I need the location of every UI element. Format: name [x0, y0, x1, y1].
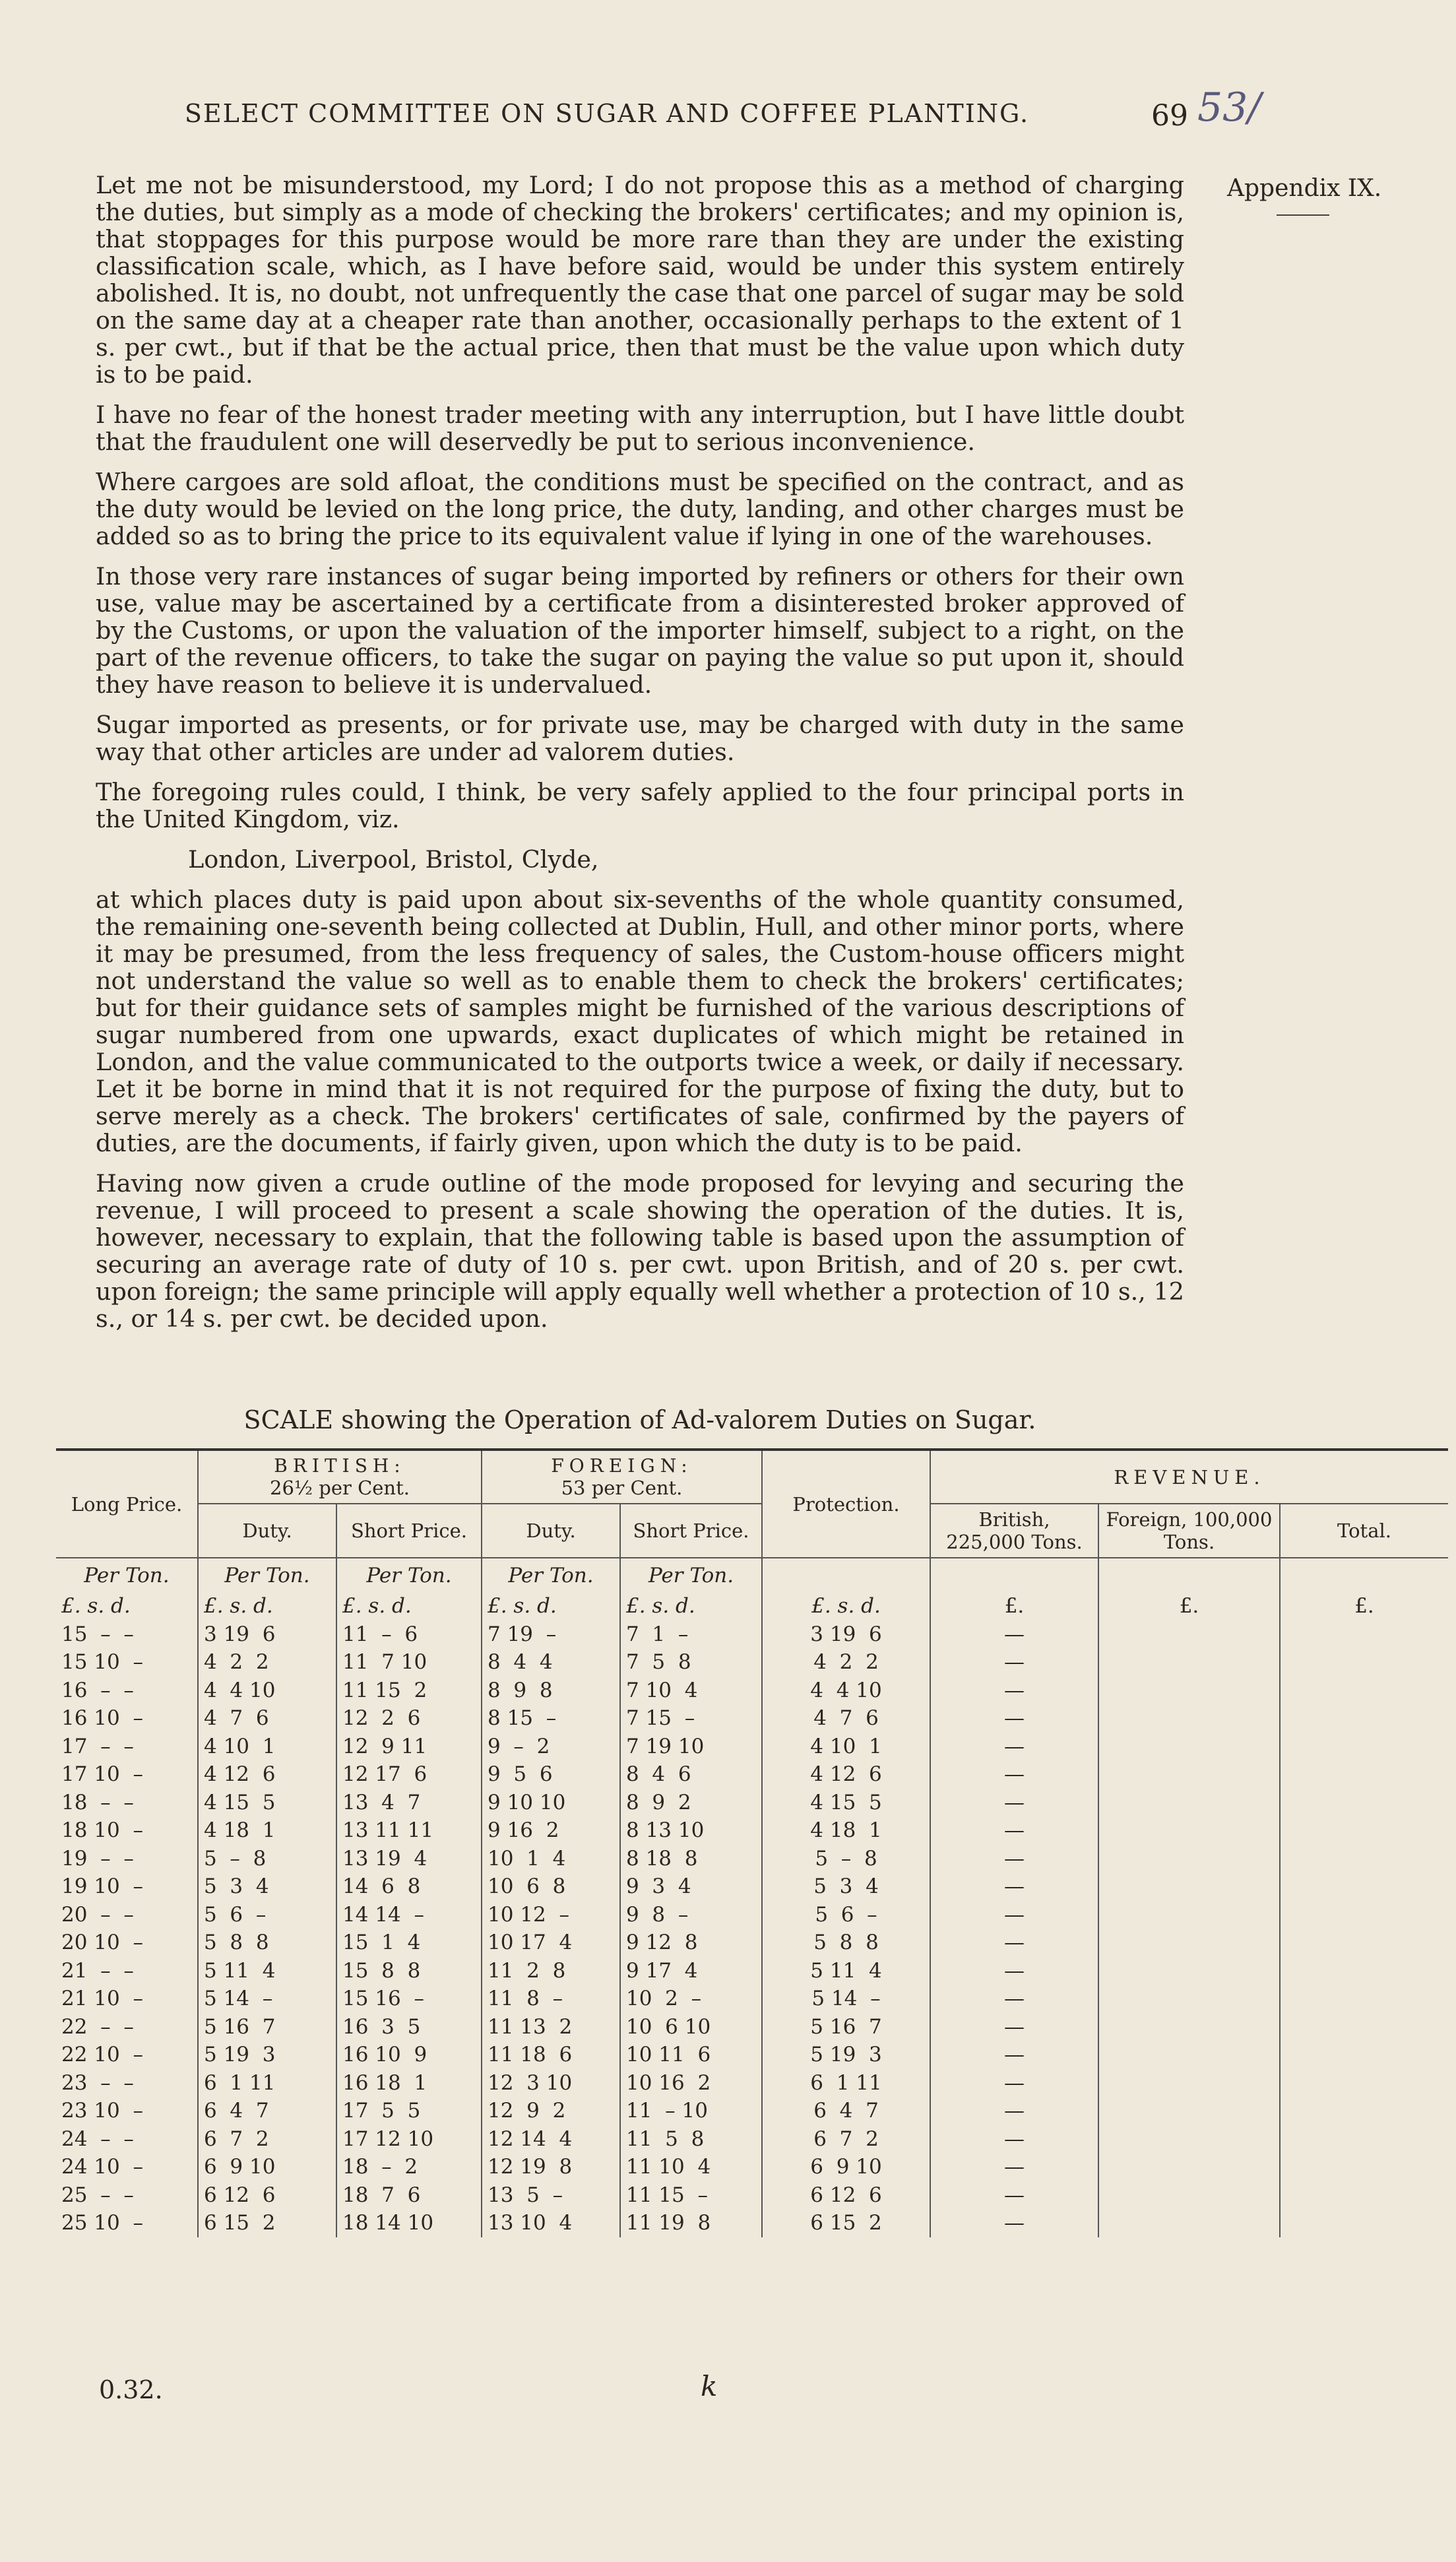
- price-cell: 13 19 4: [336, 1845, 482, 1873]
- header-british-duty: Duty.: [198, 1504, 336, 1558]
- empty-cell: [1280, 1985, 1448, 2013]
- empty-cell: [1098, 1845, 1280, 1873]
- price-cell: 10 6 8: [482, 1873, 620, 1901]
- price-cell: 13 4 7: [336, 1789, 482, 1817]
- signature-mark: k: [701, 2370, 718, 2402]
- price-cell: 5 – 8: [762, 1845, 930, 1873]
- revenue-british-cell: —: [930, 1845, 1098, 1873]
- price-cell: 5 19 3: [198, 2041, 336, 2069]
- paragraph: Having now given a crude outline of the mode proposed for levying and securing the revenue, I will proceed to present a scale showing the operation of the duties. It is, however, necessary to explain, that the following table is based upon the assumption of securing an average rate of duty of 10 s. per cwt. upon British, and of 20 s. per cwt. upon foreign; the same principle will apply equally well whether a protection of 10 s., 12 s., or 14 s. per cwt. be decided upon.: [96, 1169, 1184, 1333]
- price-cell: 23 10 –: [61, 2099, 143, 2123]
- duty-scale-table: [56, 1448, 1448, 2237]
- price-cell: 3 19 6: [762, 1620, 930, 1649]
- paragraph: The foregoing rules could, I think, be very safely applied to the four principal ports in the United Kingdom, viz.: [96, 778, 1184, 833]
- lsd-cell: £. s. d.: [198, 1592, 336, 1620]
- price-cell: 4 18 1: [762, 1816, 930, 1845]
- price-cell: 8 18 8: [620, 1845, 762, 1873]
- price-cell: 14 14 –: [336, 1901, 482, 1929]
- price-cell: 6 15 2: [198, 2209, 336, 2237]
- revenue-british-cell: —: [930, 1901, 1098, 1929]
- empty-cell: [1280, 1704, 1448, 1733]
- unit-cell: Per Ton.: [482, 1558, 620, 1592]
- price-cell: 23 – –: [61, 2070, 134, 2095]
- empty-cell: [1098, 2041, 1280, 2069]
- price-cell: 11 15 2: [336, 1677, 482, 1705]
- price-cell: 8 13 10: [620, 1816, 762, 1845]
- revenue-british-cell: —: [930, 1957, 1098, 1985]
- price-cell: 7 19 –: [482, 1620, 620, 1649]
- price-cell: 18 14 10: [336, 2209, 482, 2237]
- empty-cell: [1280, 1901, 1448, 1929]
- price-cell: 10 2 –: [620, 1985, 762, 2013]
- pound-cell: £.: [1280, 1592, 1448, 1620]
- price-cell: 11 5 8: [620, 2125, 762, 2154]
- price-cell: 25 10 –: [61, 2211, 143, 2235]
- empty-cell: [1280, 1845, 1448, 1873]
- price-cell: 18 7 6: [336, 2181, 482, 2210]
- price-cell: 15 – –: [61, 1622, 134, 1646]
- table-row: [56, 1677, 1448, 1705]
- price-cell: 25 – –: [61, 2183, 134, 2207]
- empty-cell: [1280, 2153, 1448, 2181]
- price-cell: 4 10 1: [198, 1733, 336, 1761]
- price-cell: 4 15 5: [198, 1789, 336, 1817]
- price-cell: 9 10 10: [482, 1789, 620, 1817]
- table-row: [56, 1816, 1448, 1845]
- empty-cell: [1098, 2125, 1280, 2154]
- empty-cell: [1280, 1760, 1448, 1789]
- header-foreign: [482, 1450, 762, 1504]
- header-british: [198, 1450, 482, 1504]
- appendix-rule: [1277, 214, 1329, 216]
- header-foreign-duty: Duty.: [482, 1504, 620, 1558]
- price-cell: 17 12 10: [336, 2125, 482, 2154]
- price-cell: 8 4 6: [620, 1760, 762, 1789]
- price-cell: 6 12 6: [198, 2181, 336, 2210]
- price-cell: 5 – 8: [198, 1845, 336, 1873]
- price-cell: 5 19 3: [762, 2041, 930, 2069]
- price-cell: 6 4 7: [762, 2097, 930, 2125]
- price-cell: 9 17 4: [620, 1957, 762, 1985]
- price-cell: 10 17 4: [482, 1929, 620, 1957]
- revenue-british-cell: —: [930, 2069, 1098, 2098]
- pound-cell: £.: [1098, 1592, 1280, 1620]
- price-cell: 6 9 10: [198, 2153, 336, 2181]
- header-foreign-short-price: Short Price.: [620, 1504, 762, 1558]
- table-title: SCALE showing the Operation of Ad-valorem Duties on Sugar.: [243, 1405, 1036, 1434]
- price-cell: 15 10 –: [61, 1650, 143, 1675]
- revenue-british-cell: —: [930, 2013, 1098, 2041]
- empty-cell: [1280, 2209, 1448, 2237]
- table-row: [56, 1873, 1448, 1901]
- footer-reference: 0.32.: [99, 2375, 163, 2404]
- price-cell: 8 9 2: [620, 1789, 762, 1817]
- price-cell: 5 14 –: [198, 1985, 336, 2013]
- body-text: [96, 172, 1184, 1345]
- price-cell: 19 10 –: [61, 1874, 143, 1899]
- price-cell: 10 1 4: [482, 1845, 620, 1873]
- table-row: [56, 1929, 1448, 1957]
- price-cell: 4 7 6: [762, 1704, 930, 1733]
- handwritten-folio-mark: 53/: [1197, 84, 1261, 131]
- price-cell: 5 11 4: [198, 1957, 336, 1985]
- price-cell: 7 19 10: [620, 1733, 762, 1761]
- price-cell: 19 – –: [61, 1846, 134, 1871]
- price-cell: 9 – 2: [482, 1733, 620, 1761]
- table-row: [56, 2013, 1448, 2041]
- price-cell: 5 11 4: [762, 1957, 930, 1985]
- empty-cell: [1098, 1901, 1280, 1929]
- price-cell: 15 1 4: [336, 1929, 482, 1957]
- price-cell: 17 5 5: [336, 2097, 482, 2125]
- price-cell: 7 1 –: [620, 1620, 762, 1649]
- unit-cell: Per Ton.: [198, 1558, 336, 1592]
- empty-cell: [1280, 1957, 1448, 1985]
- price-cell: 6 1 11: [762, 2069, 930, 2098]
- price-cell: 11 15 –: [620, 2181, 762, 2210]
- price-cell: 12 17 6: [336, 1760, 482, 1789]
- price-cell: 10 11 6: [620, 2041, 762, 2069]
- table-row: [56, 1620, 1448, 1649]
- empty-cell: [1098, 1957, 1280, 1985]
- revenue-british-cell: —: [930, 2097, 1098, 2125]
- price-cell: 10 16 2: [620, 2069, 762, 2098]
- revenue-british-cell: —: [930, 2181, 1098, 2210]
- revenue-british-cell: —: [930, 1648, 1098, 1677]
- price-cell: 6 7 2: [198, 2125, 336, 2154]
- price-cell: 3 19 6: [198, 1620, 336, 1649]
- table-row: [56, 1704, 1448, 1733]
- ports-line: London, Liverpool, Bristol, Clyde,: [188, 845, 599, 874]
- price-cell: 11 – 10: [620, 2097, 762, 2125]
- lsd-cell: £. s. d.: [61, 1594, 131, 1618]
- price-cell: 12 19 8: [482, 2153, 620, 2181]
- pound-cell: £.: [930, 1592, 1098, 1620]
- empty-cell: [1098, 1677, 1280, 1705]
- price-cell: 4 15 5: [762, 1789, 930, 1817]
- revenue-british-cell: —: [930, 1985, 1098, 2013]
- price-cell: 6 12 6: [762, 2181, 930, 2210]
- price-cell: 4 2 2: [198, 1648, 336, 1677]
- paragraph: Let me not be misunderstood, my Lord; I do not propose this as a method of charging the duties, but simply as a mode of checking the brokers' certificates; and my opinion is, that stoppages for this purpose would be more rare than they are under the existing classification scale, which, as I have before said, would be under this system entirely abolished. It is, no doubt, not unfrequently the case that one parcel of sugar may be sold on the same day at a cheaper rate than another, occasionally perhaps to the extent of 1 s. per cwt., but if that be the actual price, then that must be the value upon which duty is to be paid.: [96, 171, 1184, 389]
- empty-cell: [1098, 1620, 1280, 1649]
- price-cell: 4 4 10: [198, 1677, 336, 1705]
- empty-cell: [1098, 1985, 1280, 2013]
- revenue-british-cell: —: [930, 1677, 1098, 1705]
- price-cell: 5 8 8: [762, 1929, 930, 1957]
- price-cell: 16 – –: [61, 1678, 134, 1702]
- price-cell: 12 9 11: [336, 1733, 482, 1761]
- empty-cell: [1098, 1789, 1280, 1817]
- price-cell: 10 6 10: [620, 2013, 762, 2041]
- price-cell: 21 – –: [61, 1958, 134, 1983]
- unit-row: [56, 1558, 1448, 1592]
- price-cell: 6 15 2: [762, 2209, 930, 2237]
- table-row: [56, 2097, 1448, 2125]
- empty-cell: [1280, 2125, 1448, 2154]
- empty-cell: [1098, 2013, 1280, 2041]
- price-cell: 11 13 2: [482, 2013, 620, 2041]
- price-cell: 7 10 4: [620, 1677, 762, 1705]
- paragraph: I have no fear of the honest trader meeting with any interruption, but I have little doubt that the fraudulent one will deservedly be put to serious inconvenience.: [96, 400, 1184, 456]
- empty-cell: [1280, 2181, 1448, 2210]
- table-row: [56, 1845, 1448, 1873]
- price-cell: 16 10 –: [61, 1706, 143, 1731]
- table-row: [56, 1901, 1448, 1929]
- unit-cell: Per Ton.: [336, 1558, 482, 1592]
- price-cell: 4 4 10: [762, 1677, 930, 1705]
- table-row: [56, 2069, 1448, 2098]
- revenue-british-cell: —: [930, 1704, 1098, 1733]
- page-number: 69: [1151, 99, 1188, 133]
- price-cell: 16 3 5: [336, 2013, 482, 2041]
- price-cell: 17 – –: [61, 1734, 134, 1758]
- empty-cell: [1280, 1873, 1448, 1901]
- header-revenue: REVENUE.: [930, 1450, 1448, 1504]
- table-row: [56, 1760, 1448, 1789]
- revenue-british-cell: —: [930, 1873, 1098, 1901]
- empty-cell: [1280, 2013, 1448, 2041]
- header-british-short-price: Short Price.: [336, 1504, 482, 1558]
- price-cell: 5 3 4: [762, 1873, 930, 1901]
- empty-cell: [1098, 2069, 1280, 2098]
- price-cell: 24 10 –: [61, 2155, 143, 2179]
- price-cell: 11 8 –: [482, 1985, 620, 2013]
- unit-cell: Per Ton.: [84, 1563, 170, 1587]
- price-cell: 6 9 10: [762, 2153, 930, 2181]
- lsd-cell: £. s. d.: [620, 1592, 762, 1620]
- header-british-rate: 26½ per Cent.: [270, 1477, 410, 1499]
- lsd-cell: £. s. d.: [762, 1592, 930, 1620]
- price-cell: 15 8 8: [336, 1957, 482, 1985]
- revenue-british-cell: —: [930, 1620, 1098, 1649]
- revenue-british-cell: —: [930, 2125, 1098, 2154]
- revenue-british-cell: —: [930, 1789, 1098, 1817]
- price-cell: 18 – 2: [336, 2153, 482, 2181]
- price-cell: 7 5 8: [620, 1648, 762, 1677]
- price-cell: 13 5 –: [482, 2181, 620, 2210]
- price-cell: 6 4 7: [198, 2097, 336, 2125]
- price-cell: 21 10 –: [61, 1987, 143, 2011]
- price-cell: 9 5 6: [482, 1760, 620, 1789]
- table-body: [56, 1558, 1448, 2237]
- price-cell: 20 10 –: [61, 1931, 143, 1955]
- header-revenue-total: Total.: [1280, 1504, 1448, 1558]
- revenue-british-cell: —: [930, 2209, 1098, 2237]
- empty-cell: [1098, 1873, 1280, 1901]
- empty-cell: [1280, 2097, 1448, 2125]
- price-cell: 12 3 10: [482, 2069, 620, 2098]
- price-cell: 20 – –: [61, 1902, 134, 1927]
- price-cell: 16 18 1: [336, 2069, 482, 2098]
- empty-cell: [1098, 1733, 1280, 1761]
- header-protection: Protection.: [762, 1450, 930, 1558]
- empty-cell: [930, 1558, 1098, 1592]
- empty-cell: [1280, 1789, 1448, 1817]
- price-cell: 24 – –: [61, 2127, 134, 2151]
- price-cell: 9 8 –: [620, 1901, 762, 1929]
- paragraph: In those very rare instances of sugar being imported by refiners or others for their own use, value may be ascertained by a certificate from a disinterested broker approved of by the Customs, or upon the valuation of the importer himself, subject to a right, on the part of the revenue officers, to take the sugar on paying the value so put upon it, should they have reason to believe it is undervalued.: [96, 562, 1184, 699]
- price-cell: 16 10 9: [336, 2041, 482, 2069]
- revenue-british-cell: —: [930, 1733, 1098, 1761]
- price-cell: 6 1 11: [198, 2069, 336, 2098]
- price-cell: 8 15 –: [482, 1704, 620, 1733]
- price-cell: 9 3 4: [620, 1873, 762, 1901]
- empty-cell: [1098, 1816, 1280, 1845]
- table-row: [56, 2125, 1448, 2154]
- revenue-british-cell: —: [930, 1816, 1098, 1845]
- price-cell: 5 6 –: [198, 1901, 336, 1929]
- table-row: [56, 2153, 1448, 2181]
- table-row: [56, 2041, 1448, 2069]
- header-foreign-label: FOREIGN:: [551, 1455, 693, 1477]
- empty-cell: [1280, 1620, 1448, 1649]
- price-cell: 12 9 2: [482, 2097, 620, 2125]
- empty-cell: [1280, 2069, 1448, 2098]
- paragraph: at which places duty is paid upon about six-sevenths of the whole quantity consumed, the remaining one-seventh being collected at Dublin, Hull, and other minor ports, where it may be presumed, from the less frequency of sales, the Custom-house officers might not understand the value so well as to enable them to check the brokers' certificates; but for their guidance sets of samples might be furnished of the various descriptions of sugar numbered from one upwards, exact duplicates of which might be retained in London, and the value communicated to the outports twice a week, or daily if necessary. Let it be borne in mind that it is not required for the purpose of fixing the duty, but to serve merely as a check. The brokers' certificates of sale, confirmed by the payers of duties, are the documents, if fairly given, upon which the duty is to be paid.: [96, 885, 1184, 1157]
- price-cell: 13 11 11: [336, 1816, 482, 1845]
- price-cell: 11 2 8: [482, 1957, 620, 1985]
- price-cell: 6 7 2: [762, 2125, 930, 2154]
- price-cell: 5 16 7: [762, 2013, 930, 2041]
- price-cell: 13 10 4: [482, 2209, 620, 2237]
- empty-cell: [1098, 2181, 1280, 2210]
- price-cell: 4 12 6: [762, 1760, 930, 1789]
- empty-cell: [1280, 1929, 1448, 1957]
- empty-cell: [1280, 1648, 1448, 1677]
- price-cell: 18 – –: [61, 1790, 134, 1814]
- price-cell: 5 8 8: [198, 1929, 336, 1957]
- paragraph: Sugar imported as presents, or for private use, may be charged with duty in the same way that other articles are under ad valorem duties.: [96, 711, 1184, 766]
- price-cell: 11 18 6: [482, 2041, 620, 2069]
- revenue-british-cell: —: [930, 2153, 1098, 2181]
- running-head: SELECT COMMITTEE ON SUGAR AND COFFEE PLANTING.: [184, 99, 1030, 128]
- empty-cell: [1098, 2153, 1280, 2181]
- price-cell: 5 3 4: [198, 1873, 336, 1901]
- price-cell: 4 2 2: [762, 1648, 930, 1677]
- price-cell: 9 16 2: [482, 1816, 620, 1845]
- price-cell: 11 19 8: [620, 2209, 762, 2237]
- header-foreign-rate: 53 per Cent.: [561, 1477, 683, 1499]
- empty-cell: [1280, 2041, 1448, 2069]
- table-row: [56, 2181, 1448, 2210]
- table-row: [56, 1985, 1448, 2013]
- price-cell: 15 16 –: [336, 1985, 482, 2013]
- revenue-british-cell: —: [930, 1760, 1098, 1789]
- price-cell: 4 12 6: [198, 1760, 336, 1789]
- empty-cell: [1098, 1704, 1280, 1733]
- price-cell: 5 16 7: [198, 2013, 336, 2041]
- price-cell: 4 18 1: [198, 1816, 336, 1845]
- table-row: [56, 1957, 1448, 1985]
- header-revenue-foreign: Foreign, 100,000 Tons.: [1098, 1504, 1280, 1558]
- price-cell: 22 10 –: [61, 2043, 143, 2067]
- price-cell: 14 6 8: [336, 1873, 482, 1901]
- table-row: [56, 2209, 1448, 2237]
- empty-cell: [1098, 1558, 1280, 1592]
- revenue-british-cell: —: [930, 1929, 1098, 1957]
- currency-row: [56, 1592, 1448, 1620]
- empty-cell: [1098, 2209, 1280, 2237]
- table-row: [56, 1789, 1448, 1817]
- empty-cell: [762, 1558, 930, 1592]
- lsd-cell: £. s. d.: [482, 1592, 620, 1620]
- table-row: [56, 1733, 1448, 1761]
- price-cell: 4 7 6: [198, 1704, 336, 1733]
- empty-cell: [1280, 1677, 1448, 1705]
- price-cell: 8 4 4: [482, 1648, 620, 1677]
- header-revenue-british: British, 225,000 Tons.: [930, 1504, 1098, 1558]
- empty-cell: [1280, 1558, 1448, 1592]
- empty-cell: [1280, 1733, 1448, 1761]
- revenue-british-cell: —: [930, 2041, 1098, 2069]
- paragraph: Where cargoes are sold afloat, the conditions must be specified on the contract, and as the duty would be levied on the long price, the duty, landing, and other charges must be added so as to bring the price to its equivalent value if lying in one of the warehouses.: [96, 468, 1184, 550]
- price-cell: 12 2 6: [336, 1704, 482, 1733]
- price-cell: 18 10 –: [61, 1818, 143, 1843]
- price-cell: 4 10 1: [762, 1733, 930, 1761]
- price-cell: 5 6 –: [762, 1901, 930, 1929]
- price-cell: 12 14 4: [482, 2125, 620, 2154]
- price-cell: 9 12 8: [620, 1929, 762, 1957]
- empty-cell: [1098, 1929, 1280, 1957]
- empty-cell: [1098, 2097, 1280, 2125]
- unit-cell: Per Ton.: [620, 1558, 762, 1592]
- empty-cell: [1098, 1760, 1280, 1789]
- header-british-label: BRITISH:: [274, 1455, 406, 1477]
- empty-cell: [1280, 1816, 1448, 1845]
- price-cell: 7 15 –: [620, 1704, 762, 1733]
- appendix-label: Appendix IX.: [1227, 175, 1382, 202]
- price-cell: 8 9 8: [482, 1677, 620, 1705]
- empty-cell: [1098, 1648, 1280, 1677]
- price-cell: 22 – –: [61, 2014, 134, 2039]
- lsd-cell: £. s. d.: [336, 1592, 482, 1620]
- price-cell: 11 – 6: [336, 1620, 482, 1649]
- price-cell: 5 14 –: [762, 1985, 930, 2013]
- price-cell: 17 10 –: [61, 1762, 143, 1787]
- header-long-price: Long Price.: [56, 1450, 198, 1558]
- price-cell: 11 7 10: [336, 1648, 482, 1677]
- price-cell: 10 12 –: [482, 1901, 620, 1929]
- table-row: [56, 1648, 1448, 1677]
- price-cell: 11 10 4: [620, 2153, 762, 2181]
